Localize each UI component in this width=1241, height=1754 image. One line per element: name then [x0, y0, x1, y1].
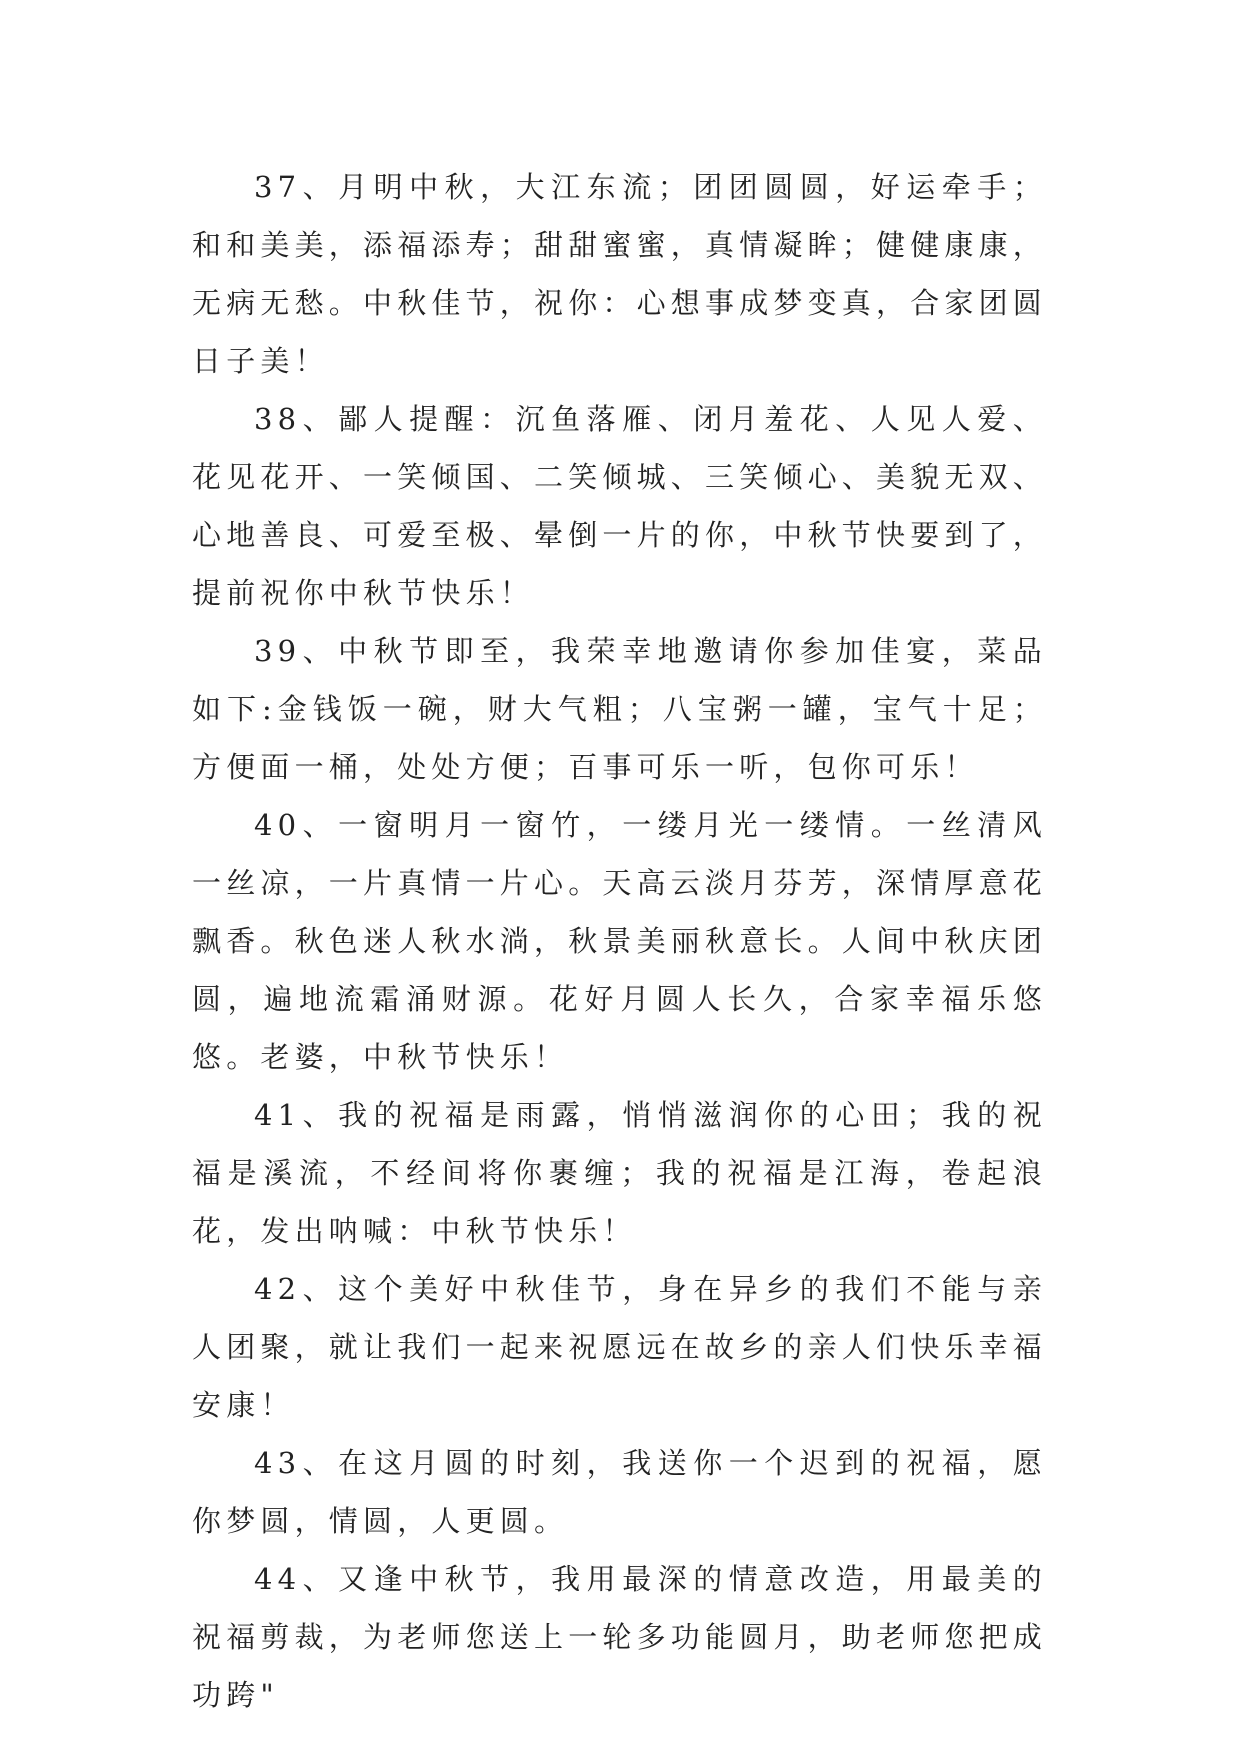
paragraph-37: 37、月明中秋，大江东流；团团圆圆，好运牵手；和和美美，添福添寿；甜甜蜜蜜，真情凝眸；健健康康，无病无愁。中秋佳节，祝你：心想事成梦变真，合家团圆日子美！ — [192, 170, 1048, 378]
document-body — [192, 158, 1047, 1724]
paragraph-38: 38、鄙人提醒：沉鱼落雁、闭月羞花、人见人爱、花见花开、一笑倾国、二笑倾城、三笑倾心、美貌无双、心地善良、可爱至极、晕倒一片的你，中秋节快要到了，提前祝你中秋节快乐！ — [192, 402, 1048, 610]
paragraph-44: 44、又逢中秋节，我用最深的情意改造，用最美的祝福剪裁，为老师您送上一轮多功能圆月，助老师您把成功跨" — [192, 1562, 1048, 1712]
paragraph-39: 39、中秋节即至，我荣幸地邀请你参加佳宴，菜品如下:金钱饭一碗，财大气粗；八宝粥一罐，宝气十足；方便面一桶，处处方便；百事可乐一听，包你可乐！ — [192, 634, 1047, 784]
paragraph-42: 42、这个美好中秋佳节，身在异乡的我们不能与亲人团聚，就让我们一起来祝愿远在故乡的亲人们快乐幸福安康！ — [192, 1272, 1048, 1422]
paragraph-40: 40、一窗明月一窗竹，一缕月光一缕情。一丝清风一丝凉，一片真情一片心。天高云淡月芬芳，深情厚意花飘香。秋色迷人秋水淌，秋景美丽秋意长。人间中秋庆团圆，遍地流霜涌财源。花好月圆人长久，合家幸福乐悠悠。老婆，中秋节快乐！ — [192, 808, 1048, 1074]
paragraph-43: 43、在这月圆的时刻，我送你一个迟到的祝福，愿你梦圆，情圆，人更圆。 — [192, 1446, 1047, 1538]
paragraph-41: 41、我的祝福是雨露，悄悄滋润你的心田；我的祝福是溪流，不经间将你裹缠；我的祝福是江海，卷起浪花，发出呐喊：中秋节快乐！ — [192, 1098, 1047, 1248]
